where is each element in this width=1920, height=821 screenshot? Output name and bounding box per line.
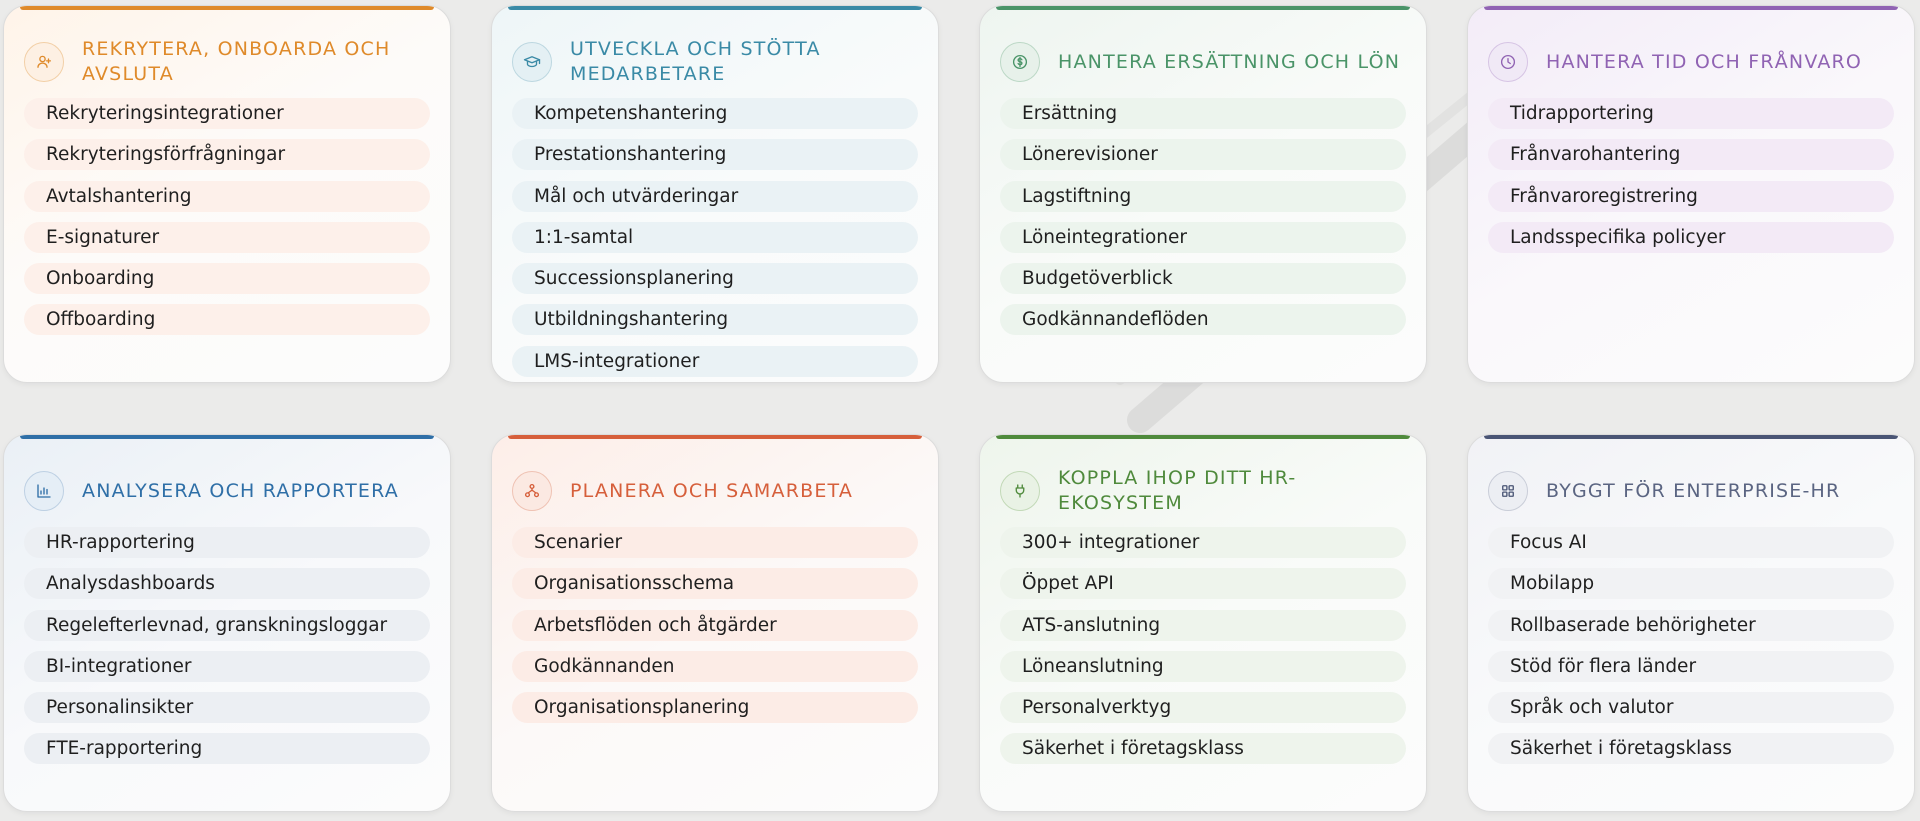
category-card-analyze (3, 434, 451, 812)
card-title: BYGGT FÖR ENTERPRISE-HR (1546, 479, 1841, 502)
list-item[interactable]: Arbetsflöden och åtgärder (512, 610, 918, 641)
clock-icon (1488, 42, 1528, 82)
list-item[interactable]: BI-integrationer (24, 651, 430, 682)
list-item[interactable]: Tidrapportering (1488, 98, 1894, 129)
list-item[interactable]: Focus AI (1488, 527, 1894, 558)
card-title: ANALYSERA OCH RAPPORTERA (82, 479, 399, 502)
list-item[interactable]: FTE-rapportering (24, 733, 430, 764)
feature-list (512, 98, 918, 383)
graduation-cap-icon (512, 42, 552, 82)
list-item[interactable]: Prestationshantering (512, 139, 918, 170)
list-item[interactable]: Språk och valutor (1488, 692, 1894, 723)
feature-list (1488, 98, 1894, 263)
list-item[interactable]: Rekryteringsförfrågningar (24, 139, 430, 170)
person-add-icon (24, 42, 64, 82)
list-item[interactable]: Stöd för flera länder (1488, 651, 1894, 682)
category-card-plan (491, 434, 939, 812)
list-item[interactable]: Lönerevisioner (1000, 139, 1406, 170)
list-item[interactable]: Säkerhet i företagsklass (1000, 733, 1406, 764)
feature-list (1488, 527, 1894, 775)
feature-list (24, 98, 430, 346)
list-item[interactable]: Frånvaroregistrering (1488, 181, 1894, 212)
list-item[interactable]: Regelefterlevnad, granskningsloggar (24, 610, 430, 641)
list-item[interactable]: Personalinsikter (24, 692, 430, 723)
list-item[interactable]: Öppet API (1000, 568, 1406, 599)
list-item[interactable]: 300+ integrationer (1000, 527, 1406, 558)
category-card-time (1467, 5, 1915, 383)
list-item[interactable]: Säkerhet i företagsklass (1488, 733, 1894, 764)
list-item[interactable]: Löneintegrationer (1000, 222, 1406, 253)
list-item[interactable]: ATS-anslutning (1000, 610, 1406, 641)
feature-list (512, 527, 918, 733)
list-item[interactable]: Godkännanden (512, 651, 918, 682)
list-item[interactable]: Personalverktyg (1000, 692, 1406, 723)
list-item[interactable]: Ersättning (1000, 98, 1406, 129)
list-item[interactable]: Mobilapp (1488, 568, 1894, 599)
card-title: UTVECKLA OCH STÖTTA MEDARBETARE (570, 38, 821, 85)
card-title: HANTERA TID OCH FRÅNVARO (1546, 50, 1863, 73)
list-item[interactable]: Successionsplanering (512, 263, 918, 294)
list-item[interactable]: Organisationsschema (512, 568, 918, 599)
card-header (512, 465, 922, 517)
category-card-enterprise (1467, 434, 1915, 812)
list-item[interactable]: Offboarding (24, 304, 430, 335)
list-item[interactable]: Landsspecifika policyer (1488, 222, 1894, 253)
card-title: KOPPLA IHOP DITT HR-EKOSYSTEM (1058, 467, 1297, 514)
list-item[interactable]: Scenarier (512, 527, 918, 558)
card-header (1000, 465, 1410, 517)
category-card-develop (491, 5, 939, 383)
card-header (1000, 36, 1410, 88)
list-item[interactable]: Utbildningshantering (512, 304, 918, 335)
list-item[interactable]: Organisationsplanering (512, 692, 918, 723)
list-item[interactable]: Budgetöverblick (1000, 263, 1406, 294)
list-item[interactable]: Frånvarohantering (1488, 139, 1894, 170)
list-item[interactable]: E-signaturer (24, 222, 430, 253)
feature-list (24, 527, 430, 775)
list-item[interactable]: Avtalshantering (24, 181, 430, 212)
card-header (1488, 465, 1898, 517)
plug-icon (1000, 471, 1040, 511)
card-header (24, 465, 434, 517)
card-header (1488, 36, 1898, 88)
card-title: HANTERA ERSÄTTNING OCH LÖN (1058, 50, 1401, 73)
feature-list (1000, 527, 1406, 775)
list-item[interactable]: Mål och utvärderingar (512, 181, 918, 212)
card-title: REKRYTERA, ONBOARDA OCH AVSLUTA (82, 38, 391, 85)
card-header (24, 36, 434, 88)
feature-list (1000, 98, 1406, 346)
dollar-icon (1000, 42, 1040, 82)
list-item[interactable]: 1:1-samtal (512, 222, 918, 253)
list-item[interactable]: Lagstiftning (1000, 181, 1406, 212)
list-item[interactable]: HR-rapportering (24, 527, 430, 558)
category-card-connect (979, 434, 1427, 812)
list-item[interactable]: LMS-integrationer (512, 346, 918, 377)
list-item[interactable]: Löneanslutning (1000, 651, 1406, 682)
grid-icon (1488, 471, 1528, 511)
list-item[interactable]: Rollbaserade behörigheter (1488, 610, 1894, 641)
bar-chart-icon (24, 471, 64, 511)
card-header (512, 36, 922, 88)
list-item[interactable]: Analysdashboards (24, 568, 430, 599)
list-item[interactable]: Godkännandeflöden (1000, 304, 1406, 335)
list-item[interactable]: Kompetenshantering (512, 98, 918, 129)
card-title: PLANERA OCH SAMARBETA (570, 479, 854, 502)
list-item[interactable]: Rekryteringsintegrationer (24, 98, 430, 129)
list-item[interactable]: Onboarding (24, 263, 430, 294)
category-card-recruit (3, 5, 451, 383)
category-card-compensation (979, 5, 1427, 383)
org-chart-icon (512, 471, 552, 511)
